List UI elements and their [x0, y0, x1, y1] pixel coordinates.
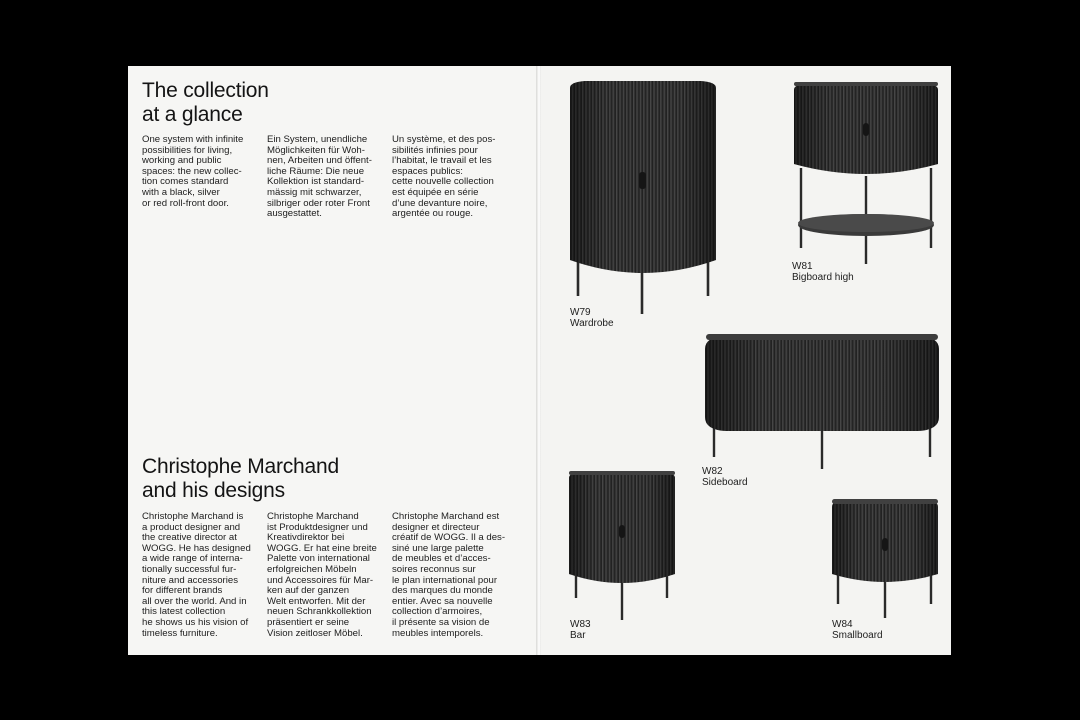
product-name: Smallboard	[832, 630, 883, 641]
product-code: W83	[570, 619, 591, 630]
bigboard-high-image	[792, 80, 940, 266]
designer-text-fr: Christophe Marchand est designer et directeur créatif de WOGG. Il a des- siné une large palette de meubles et d’acces- soires reconnus sur le plan international pour des marques du monde entier. Avec sa nouvelle collection d’armoires, il présente sa vision de meubles intemporels.	[392, 511, 506, 639]
smallboard-image	[831, 498, 939, 620]
product-code: W81	[792, 261, 813, 272]
product-name: Wardrobe	[570, 318, 614, 329]
designer-text-en: Christophe Marchand is a product designer and the creative director at WOGG. He has designed a wide range of interna- tionally successful fur- niture and accessories for different brands all over the world. And in this latest collection he shows us his vision of timeless furniture.	[142, 511, 251, 639]
collection-text-en: One system with infinite possibilities for living, working and public spaces: the new collec- tion comes standard with a black, silver or red roll-front door.	[142, 134, 244, 209]
sideboard-image	[704, 333, 940, 471]
product-label-w83	[570, 619, 591, 641]
collection-title: The collection at a glance	[142, 79, 269, 126]
product-code: W84	[832, 619, 853, 630]
wardrobe-image	[565, 80, 721, 316]
product-name: Sideboard	[702, 477, 748, 488]
product-label-w81	[792, 261, 854, 283]
product-label-w82	[702, 466, 748, 488]
designer-title: Christophe Marchand and his designs	[142, 455, 339, 502]
designer-text-de: Christophe Marchand ist Produktdesigner und Kreativdirektor bei WOGG. Er hat eine breite Palette von international erfolgreichen Möbeln und Accessoires für Mar- ken auf der ganzen Welt entworfen. Mit der neuen Schrankkollektion präsentiert er seine Vision zeitloser Möbel.	[267, 511, 377, 639]
collection-text-de: Ein System, unendliche Möglichkeiten für Woh- nen, Arbeiten und öffent- liche Räume: Die neue Kollektion ist standard- mässig mit schwarzer, silbriger oder roter Front ausgestattet.	[267, 134, 372, 220]
product-code: W82	[702, 466, 723, 477]
product-code: W79	[570, 307, 591, 318]
product-name: Bigboard high	[792, 272, 854, 283]
collection-text-fr: Un système, et des pos- sibilités infinies pour l’habitat, le travail et les espaces publics: cette nouvelle collection est équipée en série d’une devanture noire, argentée ou rouge.	[392, 134, 496, 220]
bar-image	[568, 470, 676, 622]
product-name: Bar	[570, 630, 586, 641]
product-label-w84	[832, 619, 883, 641]
product-label-w79	[570, 307, 614, 329]
